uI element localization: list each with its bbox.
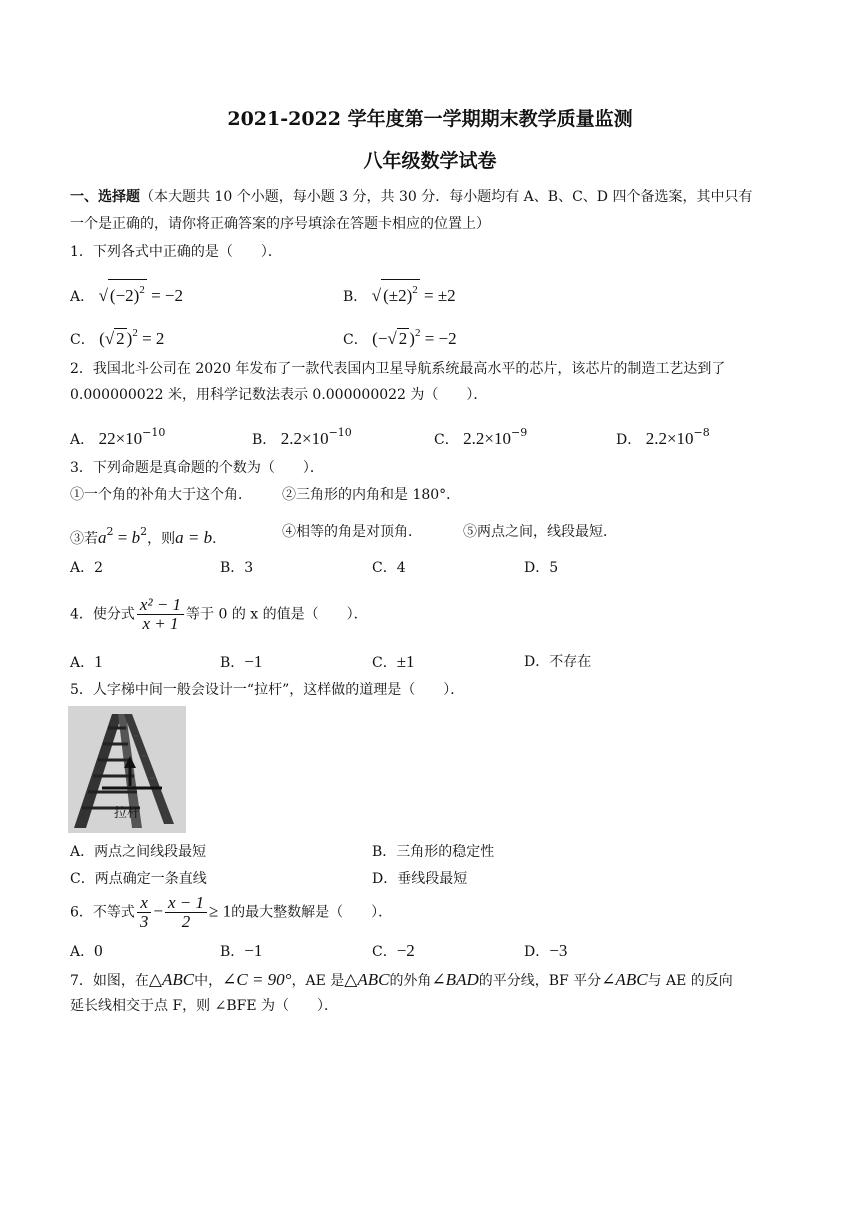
q1-a-label: A．	[70, 289, 95, 305]
q3-p3-con: a = b	[175, 528, 213, 547]
q6-denominator-2: 2	[181, 912, 191, 931]
q3-option-b	[220, 558, 253, 578]
q2-option-a	[70, 423, 165, 450]
q1-a-expr: √ $(-2)^2 = -2$	[99, 286, 183, 305]
q3-d-value: 5	[549, 560, 559, 576]
q6-d-value: −3	[549, 941, 568, 960]
q6-option-d	[524, 941, 567, 962]
q6-post: 的最大整数解是（ ）．	[231, 904, 393, 921]
q7-l1-a: 7．如图，在	[70, 973, 149, 989]
q1-b-rhs: = ±2	[424, 286, 456, 305]
q4-denominator: x + 1	[142, 614, 179, 633]
section-intro-text: （本大题共 10 个小题，每小题 3 分，共 30 分．每小题均有 A、B、C、D 四个备选案，其中只有	[140, 189, 753, 205]
q6-fraction-2	[165, 894, 207, 931]
q4-pre: 4．使分式	[70, 606, 135, 623]
q2-a-exp: −10	[142, 426, 166, 439]
q3-proposition-1: ①一个角的补角大于这个角．	[70, 487, 252, 503]
q1-c-inner: 2	[116, 329, 125, 348]
q6-option-c	[372, 941, 415, 962]
q1-b-label: B．	[343, 289, 368, 305]
section-intro-line1	[70, 187, 752, 207]
q2-c-base: 2.2×10	[463, 429, 512, 448]
q6-b-label: B．	[220, 944, 245, 960]
q7-l1-i: 的平分线，BF 平分	[478, 973, 602, 989]
q3-p3-sq1: 2	[106, 525, 114, 538]
q2-c-exp: −9	[511, 426, 528, 439]
q1-a-inner: (−2)	[109, 286, 140, 305]
q1-a-rhs: = −2	[151, 286, 184, 305]
q7-l1-j: ∠ABC	[601, 970, 648, 989]
q6-minus: −	[153, 901, 164, 921]
q4-b-label: B．	[220, 655, 245, 671]
q1-option-b	[343, 279, 456, 307]
q1-c-expr: (√ 2 )$^2$ = 2	[99, 327, 165, 348]
ladder-caption: 拉杆	[114, 806, 141, 821]
q2-b-base: 2.2×10	[280, 429, 329, 448]
q7-l1-c: 中，	[194, 973, 223, 989]
q6-numerator-2: x − 1	[165, 894, 207, 913]
q4-stem	[70, 596, 368, 633]
q3-b-value: 3	[244, 560, 254, 576]
q3-c-label: C．	[372, 560, 397, 576]
q5-a-label: A．	[70, 844, 95, 860]
q5-option-c	[70, 869, 207, 889]
q1-option-c	[70, 323, 164, 350]
q6-c-label: C．	[372, 944, 397, 960]
q6-d-label: D．	[524, 944, 550, 960]
q3-option-c	[372, 558, 406, 578]
q4-option-d	[524, 652, 591, 672]
q4-d-value: 不存在	[549, 654, 592, 670]
q3-c-value: 4	[396, 560, 406, 576]
q7-l1-b: △ABC	[148, 970, 195, 989]
q6-denominator-1: 3	[139, 912, 149, 931]
q1-d-expr: (−√ 2 )$^2$ = −2	[372, 327, 457, 348]
q5-c-value: 两点确定一条直线	[94, 871, 207, 887]
q6-option-a	[70, 941, 103, 962]
q6-b-value: −1	[244, 941, 263, 960]
q2-line1: 2．我国北斗公司在 2020 年发布了一款代表国内卫星导航系统最高水平的芯片，该芯片的制造工艺达到了	[70, 361, 726, 377]
q5-option-d	[372, 869, 467, 889]
q4-fraction	[137, 596, 184, 633]
q3-option-d	[524, 558, 558, 578]
q2-option-d	[616, 423, 710, 450]
q6-numerator-1: x	[137, 894, 152, 913]
q6-option-b	[220, 941, 262, 962]
q7-l1-h: ∠BAD	[431, 970, 479, 989]
q1-b-inner: (±2)	[383, 286, 413, 305]
q3-option-a	[70, 558, 103, 578]
q1-d-rhs: = −2	[424, 329, 457, 348]
q3-p3-pre: ③若	[70, 531, 98, 547]
q4-option-b	[220, 652, 262, 673]
q4-c-value: ±1	[396, 652, 415, 671]
q6-pre: 6．不等式	[70, 904, 135, 921]
ladder-image	[68, 706, 186, 833]
q2-b-exp: −10	[328, 426, 352, 439]
q5-option-b	[372, 842, 494, 862]
q5-b-label: B．	[372, 844, 397, 860]
q1-a-exp: 2	[139, 284, 145, 296]
q5-option-a	[70, 842, 206, 862]
q1-option-d	[343, 323, 457, 350]
q1-stem: 1．下列各式中正确的是（ ）．	[70, 244, 282, 260]
q2-option-c	[434, 423, 527, 450]
q1-c-label: C．	[70, 332, 95, 348]
q3-proposition-3	[70, 522, 226, 549]
q7-l1-k: 与 AE 的反向	[647, 973, 733, 989]
q4-c-label: C．	[372, 655, 397, 671]
q5-c-label: C．	[70, 871, 95, 887]
q2-option-b	[252, 423, 352, 450]
q3-stem: 3．下列命题是真命题的个数为（ ）．	[70, 460, 324, 476]
q2-a-base: 22×10	[98, 429, 143, 448]
q3-a-value: 2	[94, 560, 104, 576]
q1-b-expr: √ $(\pm 2)^2 = \pm 2$	[372, 286, 456, 305]
q3-a-label: A．	[70, 560, 95, 576]
q3-proposition-2: ②三角形的内角和是 180°．	[282, 487, 461, 503]
page-title: 2021-2022 学年度第一学期期末教学质量监测	[227, 108, 633, 130]
q7-l1-g: 的外角	[389, 973, 432, 989]
q1-d-exp: 2	[414, 327, 421, 339]
q4-post: 等于 0 的 x 的值是（ ）．	[186, 606, 368, 623]
q3-d-label: D．	[524, 560, 550, 576]
section-intro-line2: 一个是正确的，请你将正确答案的序号填涂在答题卡相应的位置上）	[70, 216, 490, 232]
q3-p3-mid: ，则	[147, 531, 176, 547]
ladder-illustration	[68, 706, 186, 833]
q3-proposition-4: ④相等的角是对顶角．	[282, 524, 422, 540]
q5-b-value: 三角形的稳定性	[396, 844, 495, 860]
q7-l1-e: ，AE 是	[291, 973, 345, 989]
q3-b-label: B．	[220, 560, 245, 576]
q3-p3-a: a	[98, 528, 107, 547]
q1-c-exp: 2	[132, 327, 138, 339]
q6-stem	[70, 894, 392, 931]
q1-b-exp: 2	[412, 284, 418, 296]
q1-c-rhs: = 2	[142, 329, 165, 348]
q4-a-label: A．	[70, 655, 95, 671]
q6-a-value: 0	[94, 941, 103, 960]
section-head: 一、选择题	[70, 189, 140, 205]
q6-ge: ≥ 1	[209, 901, 232, 921]
q3-p3-b: b	[131, 528, 141, 547]
q7-l1-d: ∠C = 90°	[222, 970, 292, 989]
q3-p3-eq: =	[113, 528, 132, 547]
q2-c-label: C．	[434, 432, 459, 448]
q6-c-value: −2	[396, 941, 415, 960]
q4-option-c	[372, 652, 415, 673]
q2-d-base: 2.2×10	[645, 429, 694, 448]
q4-option-a	[70, 652, 103, 673]
q2-d-exp: −8	[693, 426, 710, 439]
q6-a-label: A．	[70, 944, 95, 960]
q4-d-label: D．	[524, 654, 550, 670]
q5-a-value: 两点之间线段最短	[94, 844, 207, 860]
q1-d-inner: 2	[398, 329, 408, 348]
q3-p3-end: ．	[212, 531, 227, 547]
q2-d-label: D．	[616, 432, 642, 448]
q7-line2: 延长线相交于点 F，则 ∠BFE 为（ ）．	[70, 998, 339, 1014]
q2-a-label: A．	[70, 432, 95, 448]
q3-proposition-5: ⑤两点之间，线段最短．	[463, 524, 617, 540]
q2-line2: 0.000000022 米，用科学记数法表示 0.000000022 为（ ）．	[70, 387, 488, 403]
q7-l1-f: △ABC	[344, 970, 390, 989]
q5-stem: 5．人字梯中间一般会设计一“拉杆”，这样做的道理是（ ）．	[70, 682, 465, 698]
q7-line1	[70, 970, 733, 991]
q5-d-label: D．	[372, 871, 398, 887]
q5-d-value: 垂线段最短	[397, 871, 468, 887]
q1-d-label: C．	[343, 332, 368, 348]
q4-numerator: x² − 1	[137, 596, 184, 615]
q6-fraction-1	[137, 894, 152, 931]
q2-b-label: B．	[252, 432, 277, 448]
q4-b-value: −1	[244, 652, 263, 671]
q3-p3-sq2: 2	[140, 525, 148, 538]
q4-a-value: 1	[94, 652, 103, 671]
q1-option-a	[70, 279, 183, 307]
page-subtitle: 八年级数学试卷	[363, 150, 497, 172]
